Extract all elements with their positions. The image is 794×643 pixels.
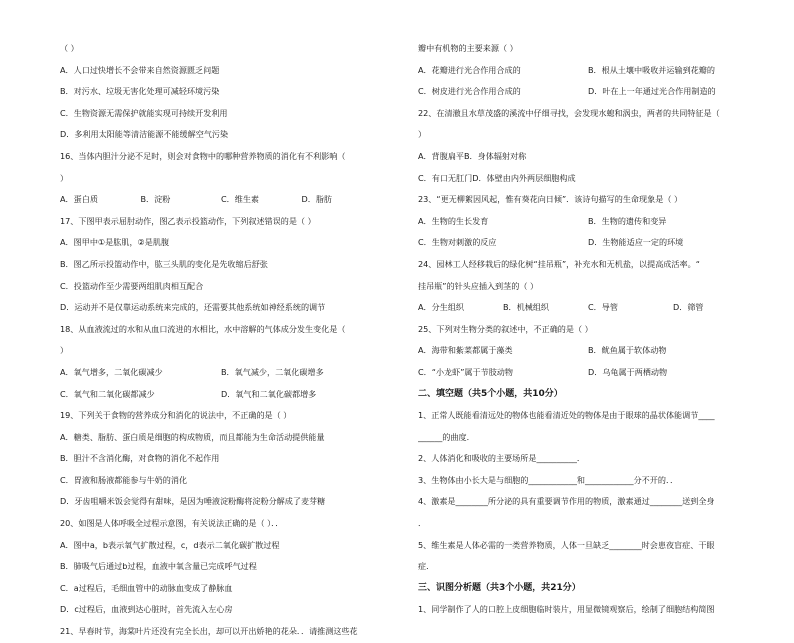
text-line: 瓣中有机物的主要来源（ ） bbox=[418, 43, 518, 53]
options-row bbox=[418, 297, 758, 319]
fill-question: 3、生物体由小长大是与细胞的____________和____________分不开的．． bbox=[418, 474, 679, 485]
question-16: 16、当体内胆汁分泌不足时，则会对食物中的哪种营养物质的消化有不利影响（ bbox=[60, 150, 346, 161]
option-line: C．有口无肛门D．体壁由内外两层细胞构成 bbox=[418, 172, 576, 183]
option: B．鱿鱼属于软体动物 bbox=[588, 345, 667, 356]
text-line: ） bbox=[418, 129, 427, 140]
option: A．蛋白质 bbox=[60, 194, 98, 205]
question-19: 19、下列关于食物的营养成分和消化的说法中，不正确的是（ ） bbox=[60, 410, 292, 421]
option-line: D．多利用太阳能等清洁能源不能缓解空气污染 bbox=[60, 129, 229, 140]
option-line: C．生物资源无需保护就能实现可持续开发利用 bbox=[60, 107, 228, 118]
option-line: A．背腹扁平B．身体辐射对称 bbox=[418, 150, 527, 161]
text-line: ______的曲度． bbox=[418, 431, 475, 442]
option: A．氧气增多，二氧化碳减少 bbox=[60, 366, 163, 377]
option: A．花瓣进行光合作用合成的 bbox=[418, 64, 521, 75]
options-row bbox=[60, 384, 382, 406]
option-line: D．运动并不是仅靠运动系统来完成的，还需要其他系统如神经系统的调节 bbox=[60, 302, 326, 313]
option-line: D．c过程后，血液到达心脏时，首先流入左心房 bbox=[60, 604, 233, 615]
option-line: B．对污水、垃圾无害化处理可减轻环境污染 bbox=[60, 86, 220, 97]
option-line: B．图乙所示投篮动作中，肱三头肌的变化是先收缩后舒张 bbox=[60, 258, 268, 269]
text-line: 症． bbox=[418, 561, 435, 572]
options-row bbox=[418, 340, 758, 362]
options-row bbox=[418, 362, 758, 384]
figure-question: 1、同学制作了人的口腔上皮细胞临时装片，用显微镜观察后，绘制了细胞结构简图 bbox=[418, 604, 715, 615]
option: D．脂肪 bbox=[301, 194, 333, 205]
option: B．根从土壤中吸收并运输到花瓣的 bbox=[588, 64, 715, 75]
fill-question: 1、正常人既能看清远处的物体也能看清近处的物体是由于眼球的晶状体能调节____ bbox=[418, 410, 715, 421]
options-row bbox=[418, 211, 758, 233]
question-24: 24、园林工人经移栽后的绿化树“挂吊瓶”，补充水和无机盐，以提高成活率。“ bbox=[418, 258, 700, 269]
left-column bbox=[60, 38, 382, 643]
fill-question: 5、维生素是人体必需的一类营养物质，人体一旦缺乏________时会患夜盲症、干眼 bbox=[418, 539, 715, 550]
text-line: ） bbox=[60, 345, 69, 356]
right-column bbox=[418, 38, 758, 621]
option-line: B．胆汁不含消化酶，对食物的消化不起作用 bbox=[60, 453, 220, 464]
option-line: A．图中a，b表示氧气扩散过程，c，d表示二氧化碳扩散过程 bbox=[60, 539, 280, 550]
option: A．生物的生长发育 bbox=[418, 215, 489, 226]
option: C．生物对刺激的反应 bbox=[418, 237, 497, 248]
text-line: ） bbox=[60, 172, 69, 183]
option-line: D．牙齿咀嚼米饭会觉得有甜味，是因为唾液淀粉酶将淀粉分解成了麦芽糖 bbox=[60, 496, 326, 507]
option-line: C．投篮动作至少需要两组肌肉相互配合 bbox=[60, 280, 204, 291]
question-23: 23、“更无柳絮因风起，惟有葵花向日倾”．该诗句描写的生命现象是（ ） bbox=[418, 194, 683, 205]
option: B．生物的遗传和变异 bbox=[588, 215, 667, 226]
question-20: 20、如图是人体呼吸全过程示意图，有关说法正确的是（ ）．． bbox=[60, 518, 284, 529]
option-line: A．图甲中①是肱肌，②是肌腹 bbox=[60, 237, 170, 248]
section-heading-figure-analysis: 三、识图分析题（共3个小题，共21分） bbox=[418, 582, 581, 593]
option-line: C．胃液和肠液都能参与牛奶的消化 bbox=[60, 474, 188, 485]
option: A．海带和紫菜都属于藻类 bbox=[418, 345, 513, 356]
text-line: 挂吊瓶”的针头应插入到茎的（ ） bbox=[418, 280, 539, 291]
option: C．“小龙虾”属于节肢动物 bbox=[418, 366, 513, 377]
options-row bbox=[418, 81, 758, 103]
option: C．氧气和二氧化碳都减少 bbox=[60, 388, 155, 399]
option-line: C．a过程后，毛细血管中的动脉血变成了静脉血 bbox=[60, 582, 233, 593]
options-row bbox=[60, 189, 382, 211]
option: C．树皮进行光合作用合成的 bbox=[418, 86, 521, 97]
fill-question: 2、人体消化和吸收的主要场所是__________． bbox=[418, 453, 586, 464]
options-row bbox=[418, 232, 758, 254]
question-22: 22、在清澈且水草茂盛的溪流中仔细寻找，会发现水螅和涡虫，两者的共同特征是（ bbox=[418, 107, 720, 118]
option: B．机械组织 bbox=[503, 302, 550, 313]
option: D．乌龟属于两栖动物 bbox=[588, 366, 668, 377]
option-line: A．糖类、脂肪、蛋白质是细胞的构成物质，而且都能为生命活动提供能量 bbox=[60, 431, 325, 442]
options-row bbox=[418, 60, 758, 82]
text-line: （ ） bbox=[60, 43, 79, 53]
option: D．叶在上一年通过光合作用制造的 bbox=[588, 86, 716, 97]
question-21: 21、早春时节，海棠叶片还没有完全长出，却可以开出娇艳的花朵．．请推测这些花 bbox=[60, 626, 358, 637]
option: B．淀粉 bbox=[140, 194, 171, 205]
option-line: B．肺吸气后通过b过程，血液中氧含量已完成呼气过程 bbox=[60, 561, 257, 572]
option: D．生物能适应一定的环境 bbox=[588, 237, 684, 248]
option: B．氧气减少，二氧化碳增多 bbox=[221, 366, 324, 377]
options-row bbox=[60, 362, 382, 384]
option: A．分生组织 bbox=[418, 302, 465, 313]
fill-question: 4、激素是________所分泌的具有重要调节作用的物质，激素通过________送到全身 bbox=[418, 496, 715, 507]
question-17: 17、下图甲表示屈肘动作，图乙表示投篮动作，下列叙述错误的是（ ） bbox=[60, 215, 316, 226]
text-line: ． bbox=[418, 518, 427, 529]
question-25: 25、下列对生物分类的叙述中，不正确的是（ ） bbox=[418, 323, 593, 334]
section-heading-fill-in: 二、填空题（共5个小题，共10分） bbox=[418, 388, 563, 399]
option: C．导管 bbox=[588, 302, 618, 313]
question-18: 18、从血液流过的水和从血口流进的水相比，水中溶解的气体成分发生变化是（ bbox=[60, 323, 346, 334]
option: C．维生素 bbox=[221, 194, 260, 205]
option: D．筛管 bbox=[673, 302, 704, 313]
option: D．氧气和二氧化碳都增多 bbox=[221, 388, 317, 399]
option-line: A．人口过快增长不会带来自然资源匮乏问题 bbox=[60, 64, 220, 75]
